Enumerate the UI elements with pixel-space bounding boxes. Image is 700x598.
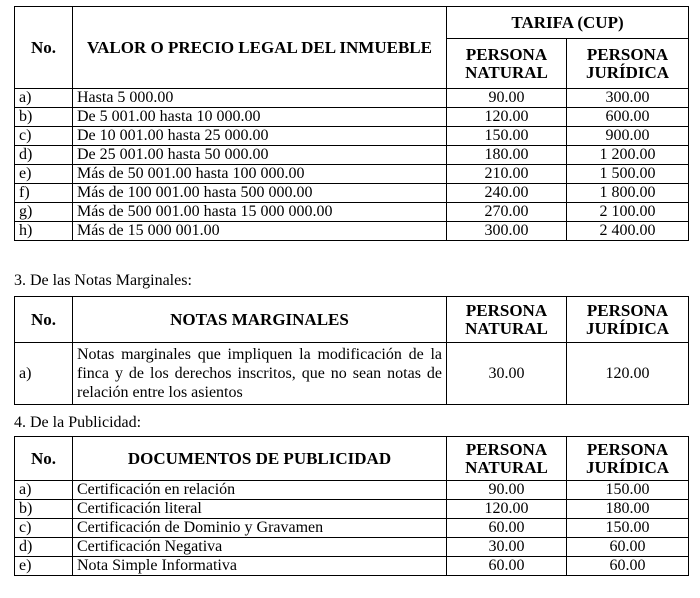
col-header-no: No. bbox=[15, 7, 73, 89]
row-description: Hasta 5 000.00 bbox=[73, 89, 447, 108]
row-persona-natural: 30.00 bbox=[447, 538, 567, 557]
row-persona-natural: 120.00 bbox=[447, 108, 567, 127]
table-body bbox=[15, 481, 689, 576]
table-row bbox=[15, 519, 689, 538]
table-row bbox=[15, 89, 689, 108]
row-persona-juridica: 1 500.00 bbox=[567, 165, 689, 184]
row-persona-natural: 120.00 bbox=[447, 500, 567, 519]
row-persona-juridica: 600.00 bbox=[567, 108, 689, 127]
row-description: Certificación literal bbox=[73, 500, 447, 519]
row-no: a) bbox=[15, 343, 73, 405]
col-header-property-value: VALOR O PRECIO LEGAL DEL INMUEBLE bbox=[73, 7, 447, 89]
row-description: De 25 001.00 hasta 50 000.00 bbox=[73, 146, 447, 165]
row-persona-natural: 300.00 bbox=[447, 222, 567, 241]
row-persona-juridica: 900.00 bbox=[567, 127, 689, 146]
row-persona-natural: 30.00 bbox=[447, 343, 567, 405]
col-header-persona-juridica: PERSONA JURÍDICA bbox=[567, 437, 689, 481]
col-header-persona-natural: PERSONA NATURAL bbox=[447, 39, 567, 89]
row-persona-natural: 270.00 bbox=[447, 203, 567, 222]
col-header-no: No. bbox=[15, 437, 73, 481]
row-persona-juridica: 180.00 bbox=[567, 500, 689, 519]
table-body bbox=[15, 89, 689, 241]
row-no: b) bbox=[15, 500, 73, 519]
table-row bbox=[15, 184, 689, 203]
row-description: Certificación de Dominio y Gravamen bbox=[73, 519, 447, 538]
section-title-publicidad: 4. De la Publicidad: bbox=[14, 414, 142, 431]
row-persona-natural: 90.00 bbox=[447, 481, 567, 500]
row-persona-juridica: 1 800.00 bbox=[567, 184, 689, 203]
row-description: Certificación Negativa bbox=[73, 538, 447, 557]
row-persona-juridica: 150.00 bbox=[567, 519, 689, 538]
table-row bbox=[15, 222, 689, 241]
row-persona-natural: 90.00 bbox=[447, 89, 567, 108]
row-no: h) bbox=[15, 222, 73, 241]
row-persona-juridica: 2 400.00 bbox=[567, 222, 689, 241]
row-description: Más de 500 001.00 hasta 15 000 000.00 bbox=[73, 203, 447, 222]
row-persona-natural: 150.00 bbox=[447, 127, 567, 146]
row-persona-juridica: 1 200.00 bbox=[567, 146, 689, 165]
row-no: g) bbox=[15, 203, 73, 222]
row-no: b) bbox=[15, 108, 73, 127]
table-row bbox=[15, 108, 689, 127]
row-no: a) bbox=[15, 481, 73, 500]
row-persona-natural: 210.00 bbox=[447, 165, 567, 184]
row-no: c) bbox=[15, 127, 73, 146]
table-row bbox=[15, 165, 689, 184]
row-description: Más de 50 001.00 hasta 100 000.00 bbox=[73, 165, 447, 184]
row-no: f) bbox=[15, 184, 73, 203]
row-description: Nota Simple Informativa bbox=[73, 557, 447, 576]
row-persona-natural: 60.00 bbox=[447, 519, 567, 538]
table-row bbox=[15, 127, 689, 146]
table-row bbox=[15, 146, 689, 165]
row-persona-juridica: 60.00 bbox=[567, 538, 689, 557]
tariff-table-marginal-notes bbox=[14, 296, 689, 405]
row-no: c) bbox=[15, 519, 73, 538]
row-no: a) bbox=[15, 89, 73, 108]
table-row bbox=[15, 557, 689, 576]
col-header-tarifa: TARIFA (CUP) bbox=[447, 7, 689, 39]
col-header-no: No. bbox=[15, 297, 73, 343]
row-description: Notas marginales que impliquen la modificación de la finca y de los derechos inscritos, que no sean notas de relación entre los asientos bbox=[73, 343, 447, 405]
col-header-notas-marginales: NOTAS MARGINALES bbox=[73, 297, 447, 343]
row-description: De 5 001.00 hasta 10 000.00 bbox=[73, 108, 447, 127]
row-persona-juridica: 60.00 bbox=[567, 557, 689, 576]
col-header-documentos-publicidad: DOCUMENTOS DE PUBLICIDAD bbox=[73, 437, 447, 481]
row-no: e) bbox=[15, 557, 73, 576]
row-no: d) bbox=[15, 538, 73, 557]
col-header-persona-natural: PERSONA NATURAL bbox=[447, 297, 567, 343]
row-persona-natural: 180.00 bbox=[447, 146, 567, 165]
tariff-table-publicity-documents bbox=[14, 436, 689, 576]
table-row bbox=[15, 500, 689, 519]
table-row bbox=[15, 203, 689, 222]
col-header-persona-juridica: PERSONA JURÍDICA bbox=[567, 297, 689, 343]
table-row bbox=[15, 481, 689, 500]
table-row bbox=[15, 343, 689, 405]
row-description: Más de 15 000 001.00 bbox=[73, 222, 447, 241]
tariff-table-property-value bbox=[14, 6, 689, 241]
row-persona-juridica: 300.00 bbox=[567, 89, 689, 108]
row-no: d) bbox=[15, 146, 73, 165]
row-no: e) bbox=[15, 165, 73, 184]
row-persona-juridica: 150.00 bbox=[567, 481, 689, 500]
section-title-notas-marginales: 3. De las Notas Marginales: bbox=[14, 272, 192, 289]
row-description: Certificación en relación bbox=[73, 481, 447, 500]
table-row bbox=[15, 538, 689, 557]
row-persona-natural: 60.00 bbox=[447, 557, 567, 576]
row-description: Más de 100 001.00 hasta 500 000.00 bbox=[73, 184, 447, 203]
row-persona-juridica: 2 100.00 bbox=[567, 203, 689, 222]
row-persona-natural: 240.00 bbox=[447, 184, 567, 203]
col-header-persona-juridica: PERSONA JURÍDICA bbox=[567, 39, 689, 89]
col-header-persona-natural: PERSONA NATURAL bbox=[447, 437, 567, 481]
row-persona-juridica: 120.00 bbox=[567, 343, 689, 405]
row-description: De 10 001.00 hasta 25 000.00 bbox=[73, 127, 447, 146]
